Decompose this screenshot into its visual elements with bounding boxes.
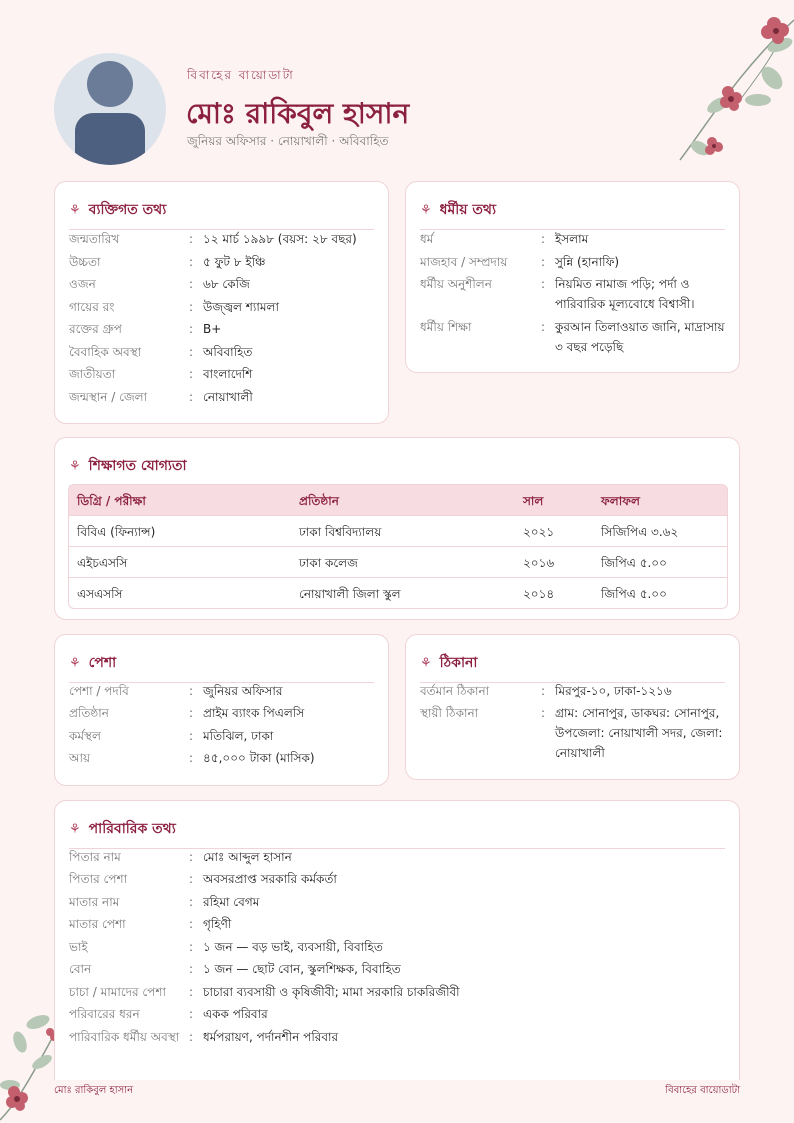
value-line: নোয়াখালী: [555, 746, 605, 760]
row-label: মাজহাব / সম্প্রদায়: [420, 255, 508, 269]
row-value: [555, 274, 695, 314]
row-value: ৪৫,০০০ টাকা (মাসিক): [203, 751, 315, 765]
row-label: বর্তমান ঠিকানা: [420, 684, 490, 698]
education-table-header: [69, 485, 727, 515]
row-label: আয়: [69, 751, 91, 765]
cell-result: জিপিএ ৫.০০: [601, 556, 667, 570]
cell-result: সিজিপিএ ৩.৬২: [601, 525, 679, 539]
table-row: [69, 515, 727, 546]
floral-decoration-top-right: [660, 0, 794, 170]
header-degree: ডিগ্রি / পরীক্ষা: [77, 494, 146, 508]
sprout-icon: ⚘: [69, 656, 81, 671]
row-value: মতিঝিল, ঢাকা: [203, 729, 274, 743]
personal-info-title-text: ব্যক্তিগত তথ্য: [88, 202, 167, 218]
row-value: B+: [203, 322, 222, 336]
profession-title-text: পেশা: [88, 655, 117, 671]
row-value: বাংলাদেশি: [203, 367, 253, 381]
row-value: ১ জন — বড় ভাই, ব্যবসায়ী, বিবাহিত: [203, 940, 383, 954]
row-value: ৫ ফুট ৮ ইঞ্চি: [203, 255, 266, 269]
avatar-head-shape: [87, 61, 133, 107]
document-subtitle: বিবাহের বায়োডাটা: [187, 68, 295, 82]
address-title-text: ঠিকানা: [439, 655, 478, 671]
row-label: বৈবাহিক অবস্থা: [69, 345, 142, 359]
row-value: ১২ মার্চ ১৯৯৮ (বয়স: ২৮ বছর): [203, 232, 357, 246]
footer-doc-title: বিবাহের বায়োডাটা: [665, 1085, 740, 1096]
row-value: অবিবাহিত: [203, 345, 253, 359]
row-label: প্রতিষ্ঠান: [69, 706, 109, 720]
family-card: ⚘ পারিবারিক তথ্য পিতার নাম : মোঃ আব্দুল হাসান পিতার পেশা : অবসরপ্রাপ্ত সরকারি কর্মকর্তা মাতার নাম : রহিমা বেগম মাতার পেশা : গৃহিণী ভাই : ১ জন — বড় ভাই, ব্যবসায়ী, বিবাহিত বোন : ১ জন — ছোট বোন, স্কুলশিক্ষক, বিবাহিত চাচা / মামাদের পেশা : চাচারা ব্যবসায়ী ও কৃষিজীবী; মামা সরকারি চাকরিজীবী পরিবারের ধরন : একক পরিবার পারিবারিক ধর্মীয় অবস্থা : ধর্মপরায়ণ, পর্দানশীন পরিবার: [54, 800, 740, 1080]
cell-degree: বিবিএ (ফিন্যান্স): [77, 525, 156, 539]
education-table: [68, 484, 728, 609]
value-line: নিয়মিত নামাজ পড়ি; পর্দা ও: [555, 277, 690, 291]
row-label: পারিবারিক ধর্মীয় অবস্থা: [69, 1030, 180, 1044]
row-value: জুনিয়র অফিসার: [203, 684, 283, 698]
value-line: পারিবারিক মূল্যবোধে বিশ্বাসী।: [555, 297, 695, 311]
personal-info-title: [69, 198, 374, 230]
header-result: ফলাফল: [601, 494, 640, 508]
cell-year: ২০২১: [523, 525, 555, 539]
row-value: মিরপুর-১০, ঢাকা-১২১৬: [555, 684, 672, 698]
personal-info-card: ⚘ ব্যক্তিগত তথ্য জন্মতারিখ : ১২ মার্চ ১৯৯৮ (বয়স: ২৮ বছর) উচ্চতা : ৫ ফুট ৮ ইঞ্চি ওজন : ৬৮ কেজি গায়ের রং : উজ্জ্বল শ্যামলা রক্তের গ্রুপ : B+ বৈবাহিক অবস্থা : অবিবাহিত জাতীয়তা : বাংলাদেশি জন্মস্থান / জেলা : নোয়াখালী: [54, 181, 389, 424]
cell-degree: এসএসসি: [77, 587, 123, 601]
row-value: ইসলাম: [555, 232, 589, 246]
row-label: ধর্মীয় অনুশীলন: [420, 277, 492, 291]
row-label: জন্মতারিখ: [69, 232, 120, 246]
row-label: উচ্চতা: [69, 255, 101, 269]
sprout-icon: ⚘: [69, 203, 81, 218]
religious-info-title: [420, 198, 725, 230]
sprout-icon: ⚘: [69, 822, 81, 837]
value-line: ৩ বছর পড়েছি: [555, 340, 624, 354]
row-label: পরিবারের ধরন: [69, 1007, 140, 1021]
row-label: চাচা / মামাদের পেশা: [69, 985, 167, 999]
cell-institution: ঢাকা কলেজ: [299, 556, 358, 570]
row-value: গৃহিণী: [203, 917, 232, 931]
row-label: স্থায়ী ঠিকানা: [420, 706, 479, 720]
row-value: চাচারা ব্যবসায়ী ও কৃষিজীবী; মামা সরকারি চাকরিজীবী: [203, 985, 460, 999]
table-row: [69, 546, 727, 577]
candidate-name: মোঃ রাকিবুল হাসান: [186, 97, 410, 130]
address-card: ⚘ ঠিকানা বর্তমান ঠিকানা : মিরপুর-১০, ঢাকা-১২১৬ স্থায়ী ঠিকানা : গ্রাম: সোনাপুর, ডাকঘর: সোনাপুর, উপজেলা: নোয়াখালী সদর, জেলা: নোয়াখালী: [405, 634, 740, 780]
row-label: ধর্মীয় শিক্ষা: [420, 320, 472, 334]
religious-info-card: ⚘ ধর্মীয় তথ্য ধর্ম : ইসলাম মাজহাব / সম্প্রদায় : সুন্নি (হানাফি) ধর্মীয় অনুশীলন : নিয়মিত নামাজ পড়ি; পর্দা ও পারিবারিক মূল্যবোধে বিশ্বাসী। ধর্মীয় শিক্ষা : কুরআন তিলাওয়াত জানি, মাদ্রাসায় ৩ বছর পড়েছি: [405, 181, 740, 373]
row-label: পিতার পেশা: [69, 872, 128, 886]
header-institution: প্রতিষ্ঠান: [299, 494, 339, 508]
row-value: একক পরিবার: [203, 1007, 268, 1021]
cell-institution: ঢাকা বিশ্ববিদ্যালয়: [299, 525, 382, 539]
cell-institution: নোয়াখালী জিলা স্কুল: [299, 587, 401, 601]
avatar-body-shape: [75, 113, 145, 165]
row-value: নোয়াখালী: [203, 390, 253, 404]
row-value: [555, 703, 722, 763]
row-label: কর্মস্থল: [69, 729, 101, 743]
row-label: ভাই: [69, 940, 88, 954]
education-title-text: শিক্ষাগত যোগ্যতা: [88, 458, 187, 474]
row-label: জাতীয়তা: [69, 367, 116, 381]
row-label: রক্তের গ্রুপ: [69, 322, 122, 336]
family-title: [69, 817, 725, 849]
candidate-summary: জুনিয়র অফিসার · নোয়াখালী · অবিবাহিত: [187, 134, 389, 148]
cell-year: ২০১৬: [523, 556, 555, 570]
education-title: [69, 454, 725, 486]
row-label: ধর্ম: [420, 232, 434, 246]
cell-degree: এইচএসসি: [77, 556, 128, 570]
row-label: বোন: [69, 962, 92, 976]
profession-title: [69, 651, 374, 683]
header-year: সাল: [523, 494, 544, 508]
family-title-text: পারিবারিক তথ্য: [88, 821, 176, 837]
footer-name: মোঃ রাকিবুল হাসান: [54, 1085, 134, 1096]
sprout-icon: ⚘: [420, 656, 432, 671]
religious-info-title-text: ধর্মীয় তথ্য: [439, 202, 497, 218]
row-value: মোঃ আব্দুল হাসান: [203, 850, 292, 864]
row-value: উজ্জ্বল শ্যামলা: [203, 300, 279, 314]
value-line: কুরআন তিলাওয়াত জানি, মাদ্রাসায়: [555, 320, 725, 334]
row-value: ৬৮ কেজি: [203, 277, 250, 291]
row-value: সুন্নি (হানাফি): [555, 255, 620, 269]
row-label: মাতার পেশা: [69, 917, 126, 931]
row-label: গায়ের রং: [69, 300, 115, 314]
address-title: [420, 651, 725, 683]
row-label: পেশা / পদবি: [69, 684, 129, 698]
education-card: [54, 437, 740, 620]
row-label: মাতার নাম: [69, 895, 120, 909]
row-label: ওজন: [69, 277, 96, 291]
cell-result: জিপিএ ৫.০০: [601, 587, 667, 601]
row-label: জন্মস্থান / জেলা: [69, 390, 148, 404]
row-value: রহিমা বেগম: [203, 895, 260, 909]
row-value: [555, 317, 725, 357]
sprout-icon: ⚘: [69, 459, 81, 474]
row-value: অবসরপ্রাপ্ত সরকারি কর্মকর্তা: [203, 872, 337, 886]
table-row: [69, 577, 727, 608]
row-value: ১ জন — ছোট বোন, স্কুলশিক্ষক, বিবাহিত: [203, 962, 401, 976]
row-value: ধর্মপরায়ণ, পর্দানশীন পরিবার: [203, 1030, 339, 1044]
value-line: গ্রাম: সোনাপুর, ডাকঘর: সোনাপুর,: [555, 706, 720, 720]
value-line: উপজেলা: নোয়াখালী সদর, জেলা:: [555, 726, 723, 740]
row-label: পিতার নাম: [69, 850, 121, 864]
row-value: প্রাইম ব্যাংক পিএলসি: [203, 706, 305, 720]
cell-year: ২০১৪: [523, 587, 555, 601]
profession-card: ⚘ পেশা পেশা / পদবি : জুনিয়র অফিসার প্রতিষ্ঠান : প্রাইম ব্যাংক পিএলসি কর্মস্থল : মতিঝিল, ঢাকা আয় : ৪৫,০০০ টাকা (মাসিক): [54, 634, 389, 786]
profile-avatar: [54, 53, 166, 165]
sprout-icon: ⚘: [420, 203, 432, 218]
